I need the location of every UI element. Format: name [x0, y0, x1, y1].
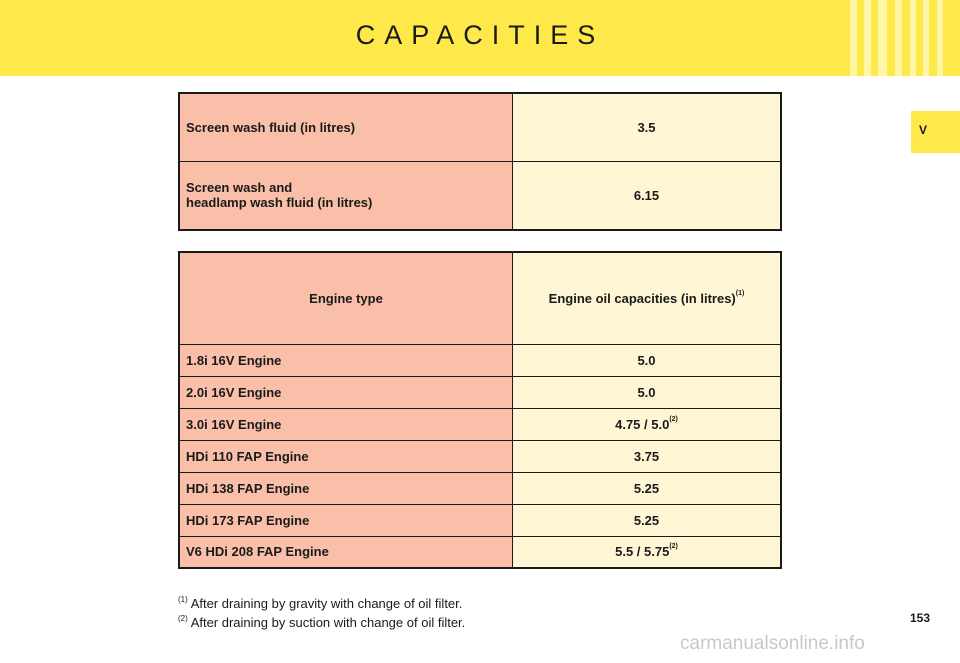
- capacity-value: 5.5 / 5.75: [615, 544, 670, 560]
- capacity-value: 5.25: [633, 480, 660, 496]
- header-banner: [0, 0, 960, 76]
- table-row: [179, 376, 781, 408]
- table-row: [179, 504, 781, 536]
- footnote-marker: (2): [178, 614, 188, 623]
- engine-oil-table: [178, 251, 782, 569]
- footnote-marker: (1): [178, 595, 188, 604]
- footnote: [178, 596, 465, 611]
- footnotes: [178, 596, 465, 634]
- table-row: [179, 93, 781, 161]
- table-row: [179, 440, 781, 472]
- capacity-cell: [513, 344, 782, 376]
- capacity-value: 5.0: [637, 384, 656, 400]
- engine-cell: HDi 173 FAP Engine: [179, 504, 513, 536]
- footnote-text: After draining by suction with change of oil filter.: [190, 615, 466, 630]
- watermark-text: carmanualsonline.info: [680, 633, 865, 654]
- section-tab-label: V: [918, 123, 927, 137]
- row-label-line: Screen wash and: [186, 180, 293, 196]
- footnote-text: After draining by gravity with change of oil filter.: [190, 596, 463, 611]
- column-header-engine: Engine type: [179, 252, 513, 344]
- table-row: [179, 408, 781, 440]
- capacity-value: 5.25: [633, 512, 660, 528]
- engine-cell: HDi 110 FAP Engine: [179, 440, 513, 472]
- capacity-cell: [513, 408, 782, 440]
- engine-cell: 3.0i 16V Engine: [179, 408, 513, 440]
- section-tab[interactable]: [911, 111, 960, 153]
- wash-fluid-table: [178, 92, 782, 231]
- table-header-row: [179, 252, 781, 344]
- footnote: [178, 615, 465, 630]
- engine-cell: 2.0i 16V Engine: [179, 376, 513, 408]
- page-number: 153: [910, 611, 931, 625]
- row-label: [179, 161, 513, 230]
- table-row: [179, 472, 781, 504]
- capacity-cell: [513, 472, 782, 504]
- engine-cell: V6 HDi 208 FAP Engine: [179, 536, 513, 568]
- column-header-capacity: [513, 252, 782, 344]
- table-row: [179, 161, 781, 230]
- row-value: 6.15: [513, 161, 782, 230]
- capacity-cell: [513, 376, 782, 408]
- row-label: Screen wash fluid (in litres): [179, 93, 513, 161]
- table-row: [179, 536, 781, 568]
- footnote-marker: (1): [735, 289, 745, 297]
- capacity-cell: [513, 440, 782, 472]
- column-header-capacity-text: Engine oil capacities (in litres): [548, 290, 736, 306]
- capacity-value: 5.0: [637, 352, 656, 368]
- page-title: CAPACITIES: [355, 20, 605, 50]
- capacity-value: 3.75: [633, 448, 660, 464]
- row-label-line: headlamp wash fluid (in litres): [186, 195, 373, 211]
- capacity-cell: [513, 536, 782, 568]
- footnote-marker: (2): [669, 543, 678, 551]
- capacity-cell: [513, 504, 782, 536]
- footnote-marker: (2): [669, 415, 678, 423]
- row-value: 3.5: [513, 93, 782, 161]
- capacity-value: 4.75 / 5.0: [615, 416, 670, 432]
- table-row: [179, 344, 781, 376]
- engine-cell: 1.8i 16V Engine: [179, 344, 513, 376]
- engine-cell: HDi 138 FAP Engine: [179, 472, 513, 504]
